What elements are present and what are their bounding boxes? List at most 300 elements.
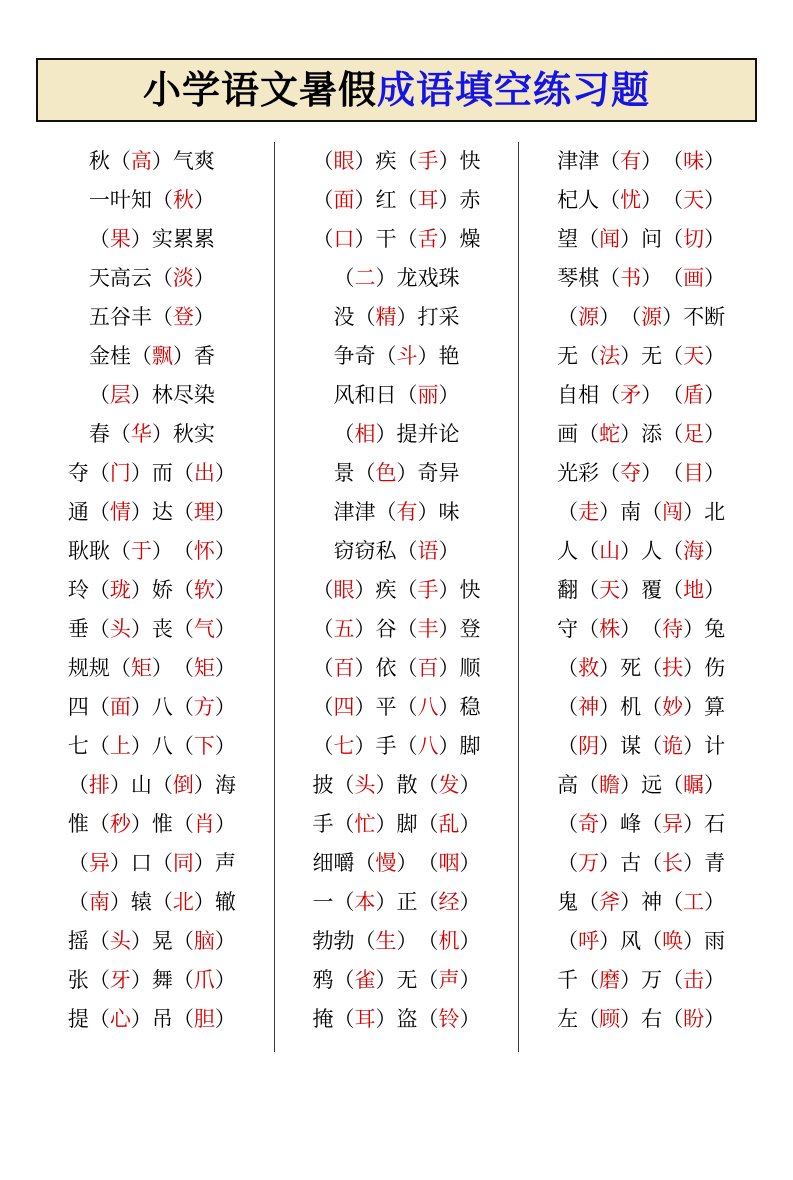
- blank-answer: 语: [417, 539, 439, 563]
- blank-answer: 本: [354, 890, 376, 914]
- blank-answer: 倒: [172, 773, 194, 797]
- idiom-text: 机: [620, 695, 642, 719]
- paren-open: （: [641, 695, 663, 719]
- paren-open: （: [662, 227, 684, 251]
- idiom-line: [527, 415, 755, 454]
- blank-answer: 异: [88, 851, 110, 875]
- idiom-text: 干: [375, 227, 397, 251]
- idiom-line: [283, 727, 511, 766]
- idiom-line: [38, 727, 266, 766]
- idiom-line: [283, 181, 511, 220]
- blank-answer: 生: [375, 929, 397, 953]
- idiom-text: 谋: [620, 734, 642, 758]
- idiom-line: [527, 649, 755, 688]
- paren-close: ）: [599, 851, 621, 875]
- blank-answer: 雀: [354, 968, 376, 992]
- paren-open: （: [312, 734, 334, 758]
- blank-answer: 咽: [438, 851, 460, 875]
- blank-answer: 脑: [193, 929, 215, 953]
- idiom-text: 秋: [88, 149, 110, 173]
- idiom-text: 夺: [67, 461, 89, 485]
- paren-open: （: [109, 656, 131, 680]
- blank-answer: 瞻: [599, 773, 621, 797]
- idiom-text: 鬼: [557, 890, 579, 914]
- paren-open: （: [557, 851, 579, 875]
- paren-close: ）: [354, 656, 376, 680]
- blank-answer: 眼: [333, 578, 355, 602]
- paren-open: （: [312, 578, 334, 602]
- idiom-text: 计: [704, 734, 726, 758]
- blank-answer: 目: [683, 461, 705, 485]
- idiom-line: [38, 610, 266, 649]
- paren-open: （: [109, 149, 131, 173]
- paren-close: ）: [214, 656, 236, 680]
- idiom-line: [38, 493, 266, 532]
- idiom-text: 八: [151, 734, 173, 758]
- blank-answer: 五: [333, 617, 355, 641]
- blank-answer: 盼: [683, 1007, 705, 1031]
- idiom-text: 窃窃私: [333, 539, 397, 563]
- paren-open: （: [88, 227, 110, 251]
- paren-open: （: [375, 344, 397, 368]
- idiom-line: [527, 181, 755, 220]
- blank-answer: 瞩: [683, 773, 705, 797]
- idiom-line: [527, 961, 755, 1000]
- paren-close: ）: [130, 461, 152, 485]
- paren-close: ）: [417, 500, 439, 524]
- idiom-line: [38, 844, 266, 883]
- paren-open: （: [88, 734, 110, 758]
- blank-answer: 牙: [109, 968, 131, 992]
- paren-open: （: [333, 773, 355, 797]
- paren-open: （: [641, 812, 663, 836]
- paren-open: （: [557, 656, 579, 680]
- idiom-line: [527, 454, 755, 493]
- idiom-line: [527, 532, 755, 571]
- idiom-line: [38, 376, 266, 415]
- paren-close: ）: [599, 695, 621, 719]
- blank-answer: 舌: [417, 227, 439, 251]
- blank-answer: 阴: [578, 734, 600, 758]
- paren-close: ）: [459, 890, 481, 914]
- paren-open: （: [67, 851, 89, 875]
- blank-answer: 忙: [354, 812, 376, 836]
- idiom-text: 香: [193, 344, 215, 368]
- idiom-text: 疾: [375, 149, 397, 173]
- idiom-line: [283, 259, 511, 298]
- blank-answer: 天: [683, 188, 705, 212]
- blank-answer: 画: [683, 266, 705, 290]
- idiom-text: 平: [375, 695, 397, 719]
- paren-close: ）: [417, 344, 439, 368]
- paren-close: ）: [704, 968, 726, 992]
- idiom-line: [283, 688, 511, 727]
- idiom-line: [283, 532, 511, 571]
- paren-close: ）: [704, 1007, 726, 1031]
- paren-open: （: [151, 851, 173, 875]
- paren-open: （: [641, 500, 663, 524]
- blank-answer: 味: [683, 149, 705, 173]
- paren-open: （: [578, 227, 600, 251]
- paren-open: （: [333, 890, 355, 914]
- paren-close: ）: [704, 383, 726, 407]
- idiom-text: 雨: [704, 929, 726, 953]
- paren-open: （: [396, 149, 418, 173]
- blank-answer: 株: [599, 617, 621, 641]
- idiom-line: [38, 454, 266, 493]
- blank-answer: 有: [396, 500, 418, 524]
- paren-open: （: [662, 344, 684, 368]
- idiom-text: 龙戏珠: [396, 266, 460, 290]
- paren-close: ）: [396, 929, 418, 953]
- paren-close: ）: [214, 929, 236, 953]
- idiom-text: 林尽染: [151, 383, 215, 407]
- idiom-text: 丧: [151, 617, 173, 641]
- idiom-text: 勃勃: [312, 929, 355, 953]
- blank-answer: 书: [620, 266, 642, 290]
- paren-open: （: [417, 851, 439, 875]
- paren-close: ）: [438, 617, 460, 641]
- idiom-text: 奇异: [417, 461, 460, 485]
- paren-open: （: [557, 812, 579, 836]
- blank-answer: 海: [683, 539, 705, 563]
- blank-answer: 顾: [599, 1007, 621, 1031]
- idiom-text: 春: [88, 422, 110, 446]
- idiom-line: [38, 220, 266, 259]
- idiom-text: 玲: [67, 578, 89, 602]
- paren-open: （: [662, 266, 684, 290]
- paren-close: ）: [438, 734, 460, 758]
- paren-close: ）: [214, 578, 236, 602]
- paren-close: ）: [375, 422, 397, 446]
- paren-close: ）: [683, 656, 705, 680]
- paren-close: ）: [130, 968, 152, 992]
- paren-close: ）: [683, 500, 705, 524]
- paren-close: ）: [375, 773, 397, 797]
- paren-close: ）: [620, 422, 642, 446]
- blank-answer: 耳: [417, 188, 439, 212]
- blank-answer: 爪: [193, 968, 215, 992]
- idiom-text: 自相: [557, 383, 600, 407]
- paren-close: ）: [354, 578, 376, 602]
- blank-answer: 出: [193, 461, 215, 485]
- paren-open: （: [312, 617, 334, 641]
- idiom-text: 千: [557, 968, 579, 992]
- paren-close: ）: [214, 695, 236, 719]
- idiom-text: 口: [130, 851, 152, 875]
- idiom-text: 兔: [704, 617, 726, 641]
- paren-open: （: [396, 578, 418, 602]
- paren-close: ）: [193, 188, 215, 212]
- idiom-text: 伤: [704, 656, 726, 680]
- paren-close: ）: [375, 968, 397, 992]
- paren-close: ）: [704, 188, 726, 212]
- idiom-text: 燥: [459, 227, 481, 251]
- blank-answer: 百: [417, 656, 439, 680]
- paren-open: （: [396, 734, 418, 758]
- paren-close: ）: [130, 617, 152, 641]
- blank-answer: 源: [578, 305, 600, 329]
- idiom-text: 辕: [130, 890, 152, 914]
- paren-close: ）: [620, 617, 642, 641]
- idiom-text: 舞: [151, 968, 173, 992]
- idiom-column-1: [30, 142, 274, 1052]
- paren-open: （: [641, 734, 663, 758]
- blank-answer: 天: [683, 344, 705, 368]
- paren-close: ）: [459, 851, 481, 875]
- paren-close: ）: [704, 890, 726, 914]
- paren-open: （: [599, 461, 621, 485]
- paren-close: ）: [214, 1007, 236, 1031]
- idiom-text: 无: [641, 344, 663, 368]
- paren-open: （: [67, 773, 89, 797]
- blank-answer: 同: [172, 851, 194, 875]
- blank-answer: 地: [683, 578, 705, 602]
- idiom-text: 人: [557, 539, 579, 563]
- paren-close: ）: [438, 695, 460, 719]
- paren-close: ）: [438, 149, 460, 173]
- idiom-text: 琴棋: [557, 266, 600, 290]
- paren-open: （: [662, 383, 684, 407]
- paren-close: ）: [375, 266, 397, 290]
- blank-answer: 走: [578, 500, 600, 524]
- idiom-text: 谷: [375, 617, 397, 641]
- blank-answer: 诡: [662, 734, 684, 758]
- idiom-text: 八: [151, 695, 173, 719]
- paren-close: ）: [641, 461, 663, 485]
- blank-answer: 秒: [109, 812, 131, 836]
- blank-answer: 矩: [193, 656, 215, 680]
- blank-answer: 奇: [578, 812, 600, 836]
- idiom-line: [283, 844, 511, 883]
- blank-answer: 山: [599, 539, 621, 563]
- idiom-line: [38, 961, 266, 1000]
- paren-close: ）: [438, 227, 460, 251]
- paren-close: ）: [396, 461, 418, 485]
- paren-open: （: [151, 305, 173, 329]
- idiom-line: [527, 142, 755, 181]
- blank-answer: 慢: [375, 851, 397, 875]
- paren-open: （: [417, 929, 439, 953]
- paren-open: （: [151, 188, 173, 212]
- idiom-line: [527, 220, 755, 259]
- paren-close: ）: [214, 734, 236, 758]
- paren-open: （: [578, 773, 600, 797]
- idiom-line: [527, 883, 755, 922]
- paren-close: ）: [620, 773, 642, 797]
- blank-answer: 铃: [438, 1007, 460, 1031]
- blank-answer: 夺: [620, 461, 642, 485]
- idiom-text: 五谷丰: [88, 305, 152, 329]
- blank-answer: 盾: [683, 383, 705, 407]
- idiom-text: 一叶知: [88, 188, 152, 212]
- paren-close: ）: [130, 227, 152, 251]
- paren-open: （: [578, 890, 600, 914]
- paren-close: ）: [193, 890, 215, 914]
- blank-answer: 有: [620, 149, 642, 173]
- paren-close: ）: [214, 539, 236, 563]
- idiom-text: 稳: [459, 695, 481, 719]
- idiom-text: 无: [557, 344, 579, 368]
- idiom-column-2: [274, 142, 519, 1052]
- idiom-line: [527, 259, 755, 298]
- idiom-text: 画: [557, 422, 579, 446]
- blank-answer: 扶: [662, 656, 684, 680]
- idiom-text: 吊: [151, 1007, 173, 1031]
- blank-answer: 秋: [172, 188, 194, 212]
- idiom-line: [283, 610, 511, 649]
- idiom-text: 高: [557, 773, 579, 797]
- idiom-line: [527, 727, 755, 766]
- idiom-text: 青: [704, 851, 726, 875]
- paren-open: （: [88, 578, 110, 602]
- blank-answer: 异: [662, 812, 684, 836]
- idiom-line: [38, 922, 266, 961]
- paren-close: ）: [438, 188, 460, 212]
- blank-answer: 理: [193, 500, 215, 524]
- idiom-text: 左: [557, 1007, 579, 1031]
- paren-open: （: [396, 227, 418, 251]
- blank-answer: 百: [333, 656, 355, 680]
- paren-open: （: [151, 890, 173, 914]
- idiom-text: 而: [151, 461, 173, 485]
- paren-close: ）: [130, 383, 152, 407]
- paren-open: （: [151, 266, 173, 290]
- idiom-text: 风和日: [333, 383, 397, 407]
- blank-answer: 方: [193, 695, 215, 719]
- blank-answer: 工: [683, 890, 705, 914]
- idiom-line: [38, 415, 266, 454]
- idiom-text: 峰: [620, 812, 642, 836]
- idiom-line: [527, 376, 755, 415]
- blank-answer: 精: [375, 305, 397, 329]
- paren-open: （: [312, 149, 334, 173]
- paren-open: （: [312, 188, 334, 212]
- idiom-text: 景: [333, 461, 355, 485]
- idiom-text: 没: [333, 305, 355, 329]
- idiom-text: 风: [620, 929, 642, 953]
- idiom-text: 红: [375, 188, 397, 212]
- idiom-text: 不断: [683, 305, 726, 329]
- paren-close: ）: [459, 773, 481, 797]
- idiom-text: 四: [67, 695, 89, 719]
- paren-open: （: [557, 695, 579, 719]
- idiom-text: 快: [459, 578, 481, 602]
- paren-open: （: [641, 851, 663, 875]
- idiom-text: 登: [459, 617, 481, 641]
- idiom-text: 快: [459, 149, 481, 173]
- idiom-line: [283, 454, 511, 493]
- idiom-text: 细嚼: [312, 851, 355, 875]
- paren-open: （: [109, 539, 131, 563]
- paren-open: （: [109, 422, 131, 446]
- idiom-text: 古: [620, 851, 642, 875]
- blank-answer: 神: [578, 695, 600, 719]
- blank-answer: 层: [109, 383, 131, 407]
- idiom-line: [527, 805, 755, 844]
- paren-close: ）: [109, 851, 131, 875]
- paren-close: ）: [214, 617, 236, 641]
- paren-open: （: [172, 617, 194, 641]
- idiom-line: [38, 142, 266, 181]
- idiom-text: 通: [67, 500, 89, 524]
- paren-close: ）: [109, 890, 131, 914]
- idiom-text: 披: [312, 773, 334, 797]
- idiom-line: [527, 1000, 755, 1039]
- idiom-line: [38, 532, 266, 571]
- blank-answer: 头: [109, 929, 131, 953]
- blank-answer: 华: [130, 422, 152, 446]
- idiom-text: 打采: [417, 305, 460, 329]
- idiom-line: [283, 649, 511, 688]
- idiom-line: [527, 766, 755, 805]
- blank-answer: 上: [109, 734, 131, 758]
- paren-open: （: [641, 929, 663, 953]
- idiom-text: 守: [557, 617, 579, 641]
- idiom-line: [283, 961, 511, 1000]
- idiom-line: [38, 181, 266, 220]
- blank-answer: 相: [354, 422, 376, 446]
- blank-answer: 源: [641, 305, 663, 329]
- paren-close: ）: [130, 500, 152, 524]
- idiom-line: [38, 571, 266, 610]
- paren-open: （: [620, 305, 642, 329]
- paren-close: ）: [599, 305, 621, 329]
- idiom-line: [38, 259, 266, 298]
- blank-answer: 八: [417, 734, 439, 758]
- idiom-line: [283, 766, 511, 805]
- paren-close: ）: [683, 929, 705, 953]
- paren-open: （: [354, 851, 376, 875]
- idiom-text: 散: [396, 773, 418, 797]
- blank-answer: 果: [109, 227, 131, 251]
- idiom-text: 七: [67, 734, 89, 758]
- paren-close: ）: [354, 188, 376, 212]
- paren-open: （: [88, 812, 110, 836]
- idiom-text: 掩: [312, 1007, 334, 1031]
- idiom-line: [527, 493, 755, 532]
- blank-answer: 头: [109, 617, 131, 641]
- paren-close: ）: [459, 968, 481, 992]
- idiom-text: 气爽: [172, 149, 215, 173]
- idiom-text: 声: [214, 851, 236, 875]
- paren-close: ）: [599, 734, 621, 758]
- paren-open: （: [641, 656, 663, 680]
- idiom-text: 人: [641, 539, 663, 563]
- paren-close: ）: [704, 344, 726, 368]
- idiom-text: 辙: [214, 890, 236, 914]
- paren-close: ）: [704, 422, 726, 446]
- paren-open: （: [662, 539, 684, 563]
- idiom-text: 娇: [151, 578, 173, 602]
- idiom-columns: [30, 142, 763, 1052]
- idiom-line: [283, 805, 511, 844]
- paren-open: （: [417, 1007, 439, 1031]
- blank-answer: 八: [417, 695, 439, 719]
- paren-close: ）: [620, 539, 642, 563]
- idiom-text: 惟: [151, 812, 173, 836]
- idiom-text: 望: [557, 227, 579, 251]
- idiom-text: 脚: [396, 812, 418, 836]
- paren-open: （: [578, 968, 600, 992]
- idiom-column-3: [518, 142, 763, 1052]
- blank-answer: 怀: [193, 539, 215, 563]
- blank-answer: 门: [109, 461, 131, 485]
- idiom-line: [527, 922, 755, 961]
- paren-close: ）: [354, 227, 376, 251]
- paren-open: （: [578, 539, 600, 563]
- paren-open: （: [662, 188, 684, 212]
